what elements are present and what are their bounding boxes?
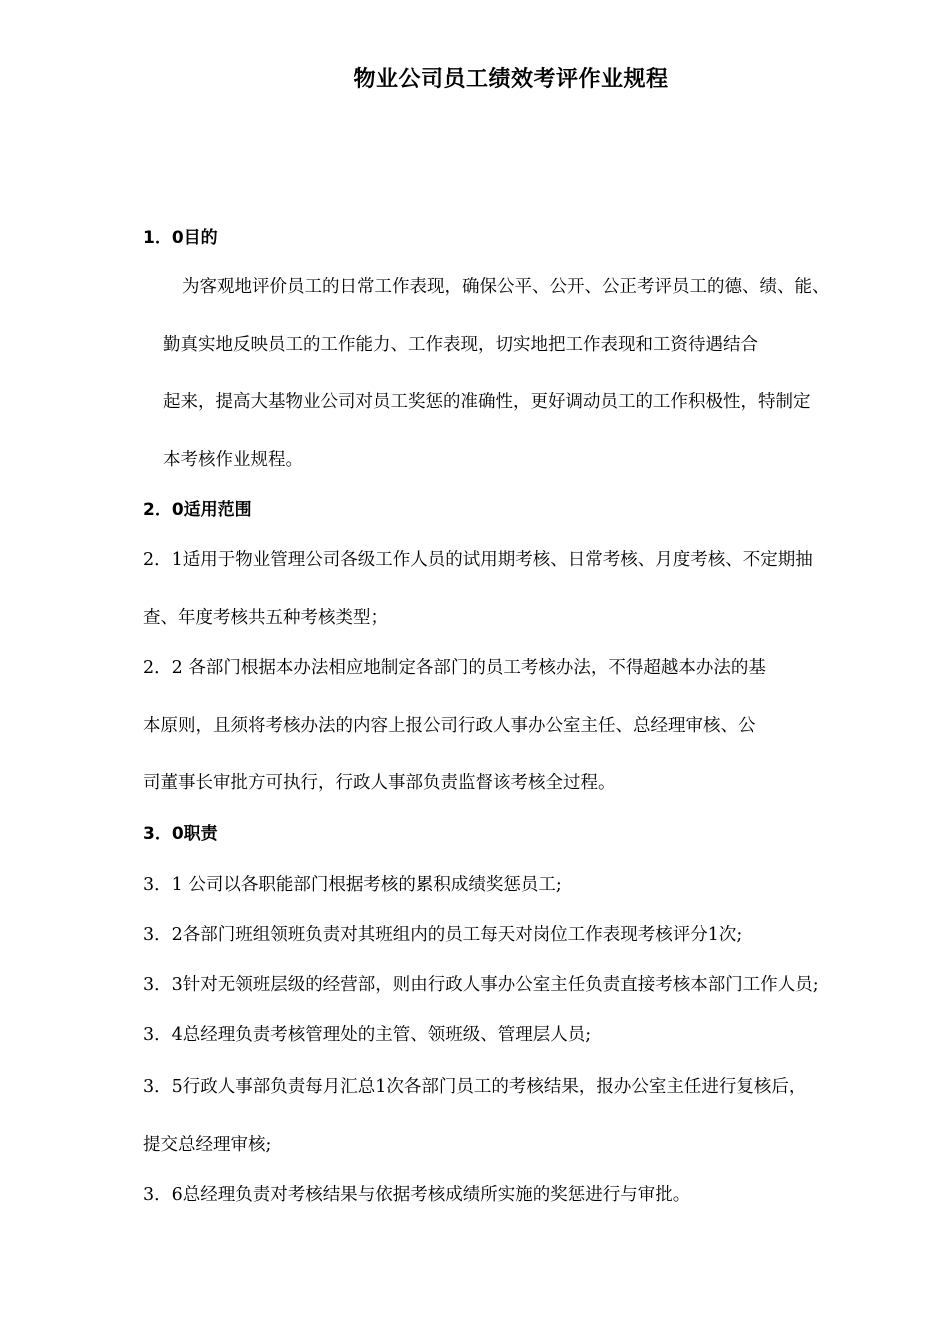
paragraph-line: 3．2各部门班组领班负责对其班组内的员工每天对岗位工作表现考核评分1次; (143, 925, 743, 945)
paragraph-line: 提交总经理审核; (143, 1135, 272, 1155)
document-title: 物业公司员工绩效考评作业规程 (353, 67, 669, 92)
paragraph-line: 司董事长审批方可执行，行政人事部负责监督该考核全过程。 (143, 773, 616, 793)
paragraph-line: 3．6总经理负责对考核结果与依据考核成绩所实施的奖惩进行与审批。 (143, 1185, 691, 1205)
paragraph-line: 起来，提高大基物业公司对员工奖惩的准确性，更好调动员工的工作积极性，特制定 (163, 392, 811, 412)
section-heading-responsibilities: 3．0职责 (143, 824, 218, 844)
paragraph-line: 查、年度考核共五种考核类型； (143, 608, 388, 628)
paragraph-line: 本考核作业规程。 (163, 450, 303, 470)
section-heading-purpose: 1．0目的 (143, 228, 218, 248)
paragraph-line: 3．5行政人事部负责每月汇总1次各部门员工的考核结果，报办公室主任进行复核后， (143, 1077, 807, 1097)
paragraph-line: 3．4总经理负责考核管理处的主管、领班级、管理层人员; (143, 1025, 592, 1045)
paragraph-line: 3．1 公司以各职能部门根据考核的累积成绩奖惩员工; (143, 875, 562, 895)
paragraph-line: 勤真实地反映员工的工作能力、工作表现，切实地把工作表现和工资待遇结合 (163, 335, 758, 355)
paragraph-line: 3．3针对无领班层级的经营部，则由行政人事办公室主任负责直接考核本部门工作人员; (143, 975, 819, 995)
paragraph-line: 2．2 各部门根据本办法相应地制定各部门的员工考核办法，不得超越本办法的基 (143, 658, 766, 678)
paragraph-line: 2．1适用于物业管理公司各级工作人员的试用期考核、日常考核、月度考核、不定期抽 (143, 550, 813, 570)
paragraph-line: 本原则，且须将考核办法的内容上报公司行政人事办公室主任、总经理审核、公 (143, 716, 756, 736)
section-heading-scope: 2．0适用范围 (143, 500, 252, 520)
paragraph-line: 为客观地评价员工的日常工作表现，确保公平、公开、公正考评员工的德、绩、能、 (182, 277, 830, 297)
